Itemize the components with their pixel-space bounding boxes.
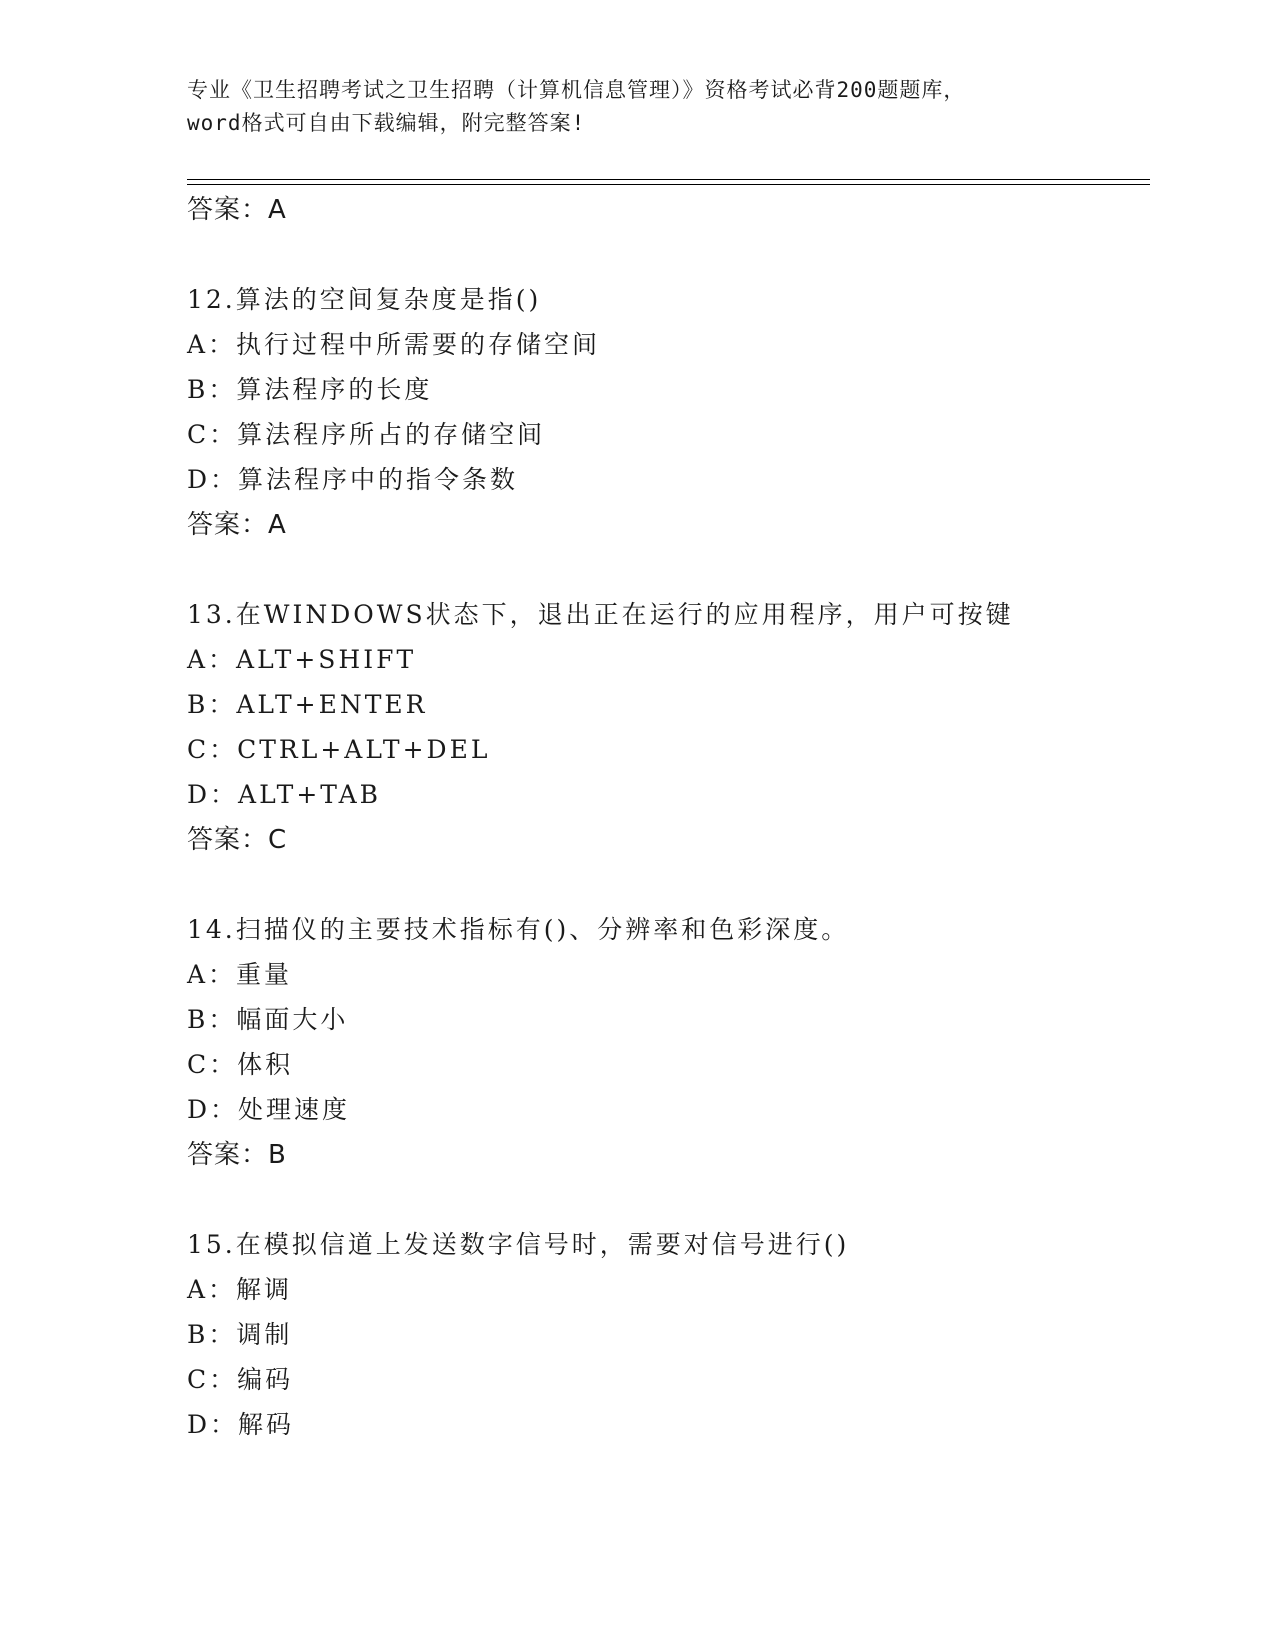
question-12-text: 12.算法的空间复杂度是指() bbox=[187, 285, 542, 314]
question-12-answer: 答案：A bbox=[187, 510, 287, 540]
question-14-option-a: A：重量 bbox=[187, 960, 293, 989]
question-14-option-c: C：体积 bbox=[187, 1050, 294, 1079]
question-13-option-a: A：ALT+SHIFT bbox=[187, 645, 417, 674]
previous-answer: 答案：A bbox=[187, 195, 287, 225]
header-divider-top bbox=[187, 179, 1150, 180]
question-13-answer: 答案：C bbox=[187, 825, 288, 855]
header-divider-bottom bbox=[187, 184, 1150, 185]
question-12-option-c: C：算法程序所占的存储空间 bbox=[187, 420, 546, 449]
document-header bbox=[187, 74, 1087, 140]
question-15-text: 15.在模拟信道上发送数字信号时，需要对信号进行() bbox=[187, 1230, 850, 1259]
question-12-option-b: B：算法程序的长度 bbox=[187, 375, 433, 404]
question-13-option-c: C：CTRL+ALT+DEL bbox=[187, 735, 491, 764]
question-13-option-b: B：ALT+ENTER bbox=[187, 690, 428, 719]
question-14-text: 14.扫描仪的主要技术指标有()、分辨率和色彩深度。 bbox=[187, 915, 850, 944]
question-14-answer: 答案：B bbox=[187, 1140, 287, 1170]
question-15-option-c: C：编码 bbox=[187, 1365, 294, 1394]
header-line-1: 专业《卫生招聘考试之卫生招聘（计算机信息管理）》资格考试必背200题题库， bbox=[187, 78, 966, 102]
question-15-option-d: D：解码 bbox=[187, 1410, 295, 1439]
question-15-option-a: A：解调 bbox=[187, 1275, 293, 1304]
question-13-text: 13.在WINDOWS状态下，退出正在运行的应用程序，用户可按键 bbox=[187, 600, 1014, 629]
question-13-option-d: D：ALT+TAB bbox=[187, 780, 382, 809]
question-15-option-b: B：调制 bbox=[187, 1320, 293, 1349]
question-12-option-d: D：算法程序中的指令条数 bbox=[187, 465, 519, 494]
question-14-option-b: B：幅面大小 bbox=[187, 1005, 349, 1034]
header-line-2: word格式可自由下载编辑，附完整答案! bbox=[187, 111, 586, 135]
question-14-option-d: D：处理速度 bbox=[187, 1095, 351, 1124]
question-12-option-a: A：执行过程中所需要的存储空间 bbox=[187, 330, 601, 359]
